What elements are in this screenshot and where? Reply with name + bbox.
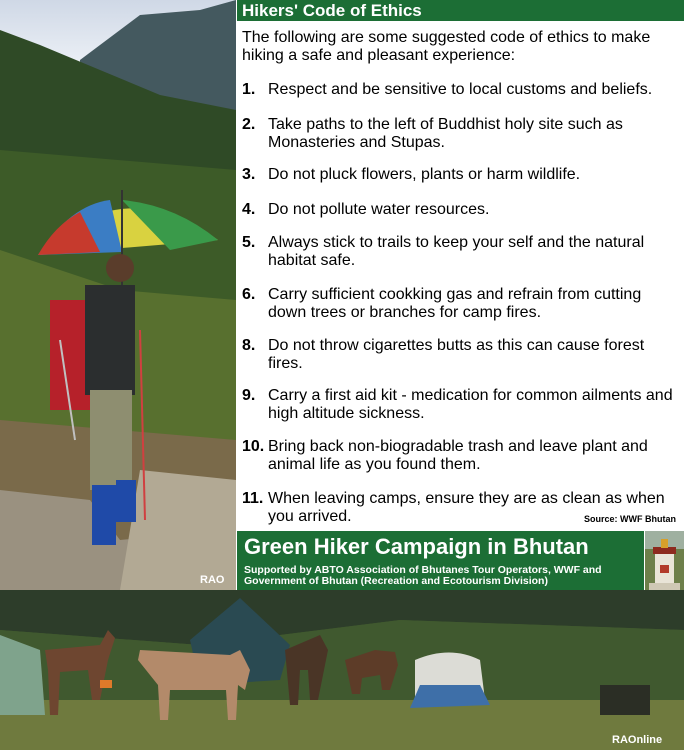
list-item — [242, 438, 682, 474]
hiker-photo — [0, 0, 236, 590]
intro-text: The following are some suggested code of ethics to make hiking a safe and pleasant experience: — [242, 29, 651, 64]
campaign-banner — [237, 531, 644, 590]
rule-text: Do not throw cigarettes butts as this can cause forest fires. — [268, 337, 645, 372]
rule-number: 9. — [242, 387, 256, 404]
rule-number: 8. — [242, 337, 256, 354]
rule-number: 3. — [242, 166, 256, 183]
rule-text: Do not pluck flowers, plants or harm wildlife. — [268, 166, 581, 183]
rule-number: 4. — [242, 201, 256, 218]
camp-photo — [0, 590, 684, 750]
page-title: Hikers' Code of Ethics — [242, 1, 422, 20]
list-item — [242, 234, 682, 270]
rule-text: Carry a first aid kit - medication for common ailments and high altitude sickness. — [268, 387, 673, 422]
source-note: Source: WWF Bhutan — [584, 514, 676, 524]
list-item — [242, 387, 682, 423]
rule-text: Carry sufficient cookking gas and refrain from cutting down trees or branches for camp fires. — [268, 286, 642, 321]
rule-text: Always stick to trails to keep your self and the natural habitat safe. — [268, 234, 645, 269]
photo-credit-raonline: RAOnline — [612, 734, 663, 746]
list-item — [242, 201, 682, 219]
stupa-thumbnail — [645, 531, 684, 590]
list-item — [242, 337, 682, 373]
campaign-title: Green Hiker Campaign in Bhutan — [244, 534, 589, 559]
rule-text: Bring back non-biogradable trash and leave plant and animal life as you found them. — [268, 438, 648, 473]
rule-number: 1. — [242, 81, 256, 98]
rule-text: Respect and be sensitive to local customs and beliefs. — [268, 81, 653, 98]
list-item — [242, 81, 682, 99]
photo-credit-rao: RAO — [200, 574, 225, 586]
rule-number: 2. — [242, 116, 256, 133]
rule-text: Do not pollute water resources. — [268, 201, 490, 218]
rule-text: Take paths to the left of Buddhist holy site such as Monasteries and Stupas. — [268, 116, 623, 151]
list-item — [242, 166, 682, 184]
list-item — [242, 116, 682, 152]
title-bar — [237, 0, 684, 21]
rule-text: When leaving camps, ensure they are as clean as when you arrived. — [268, 490, 665, 525]
list-item — [242, 286, 682, 322]
rule-number: 5. — [242, 234, 256, 251]
rule-number: 6. — [242, 286, 256, 303]
campaign-subtitle: Supported by ABTO Association of Bhutanes Tour Operators, WWF and Government of Bhutan (Recreation and Ecotourism Division) — [244, 564, 602, 587]
rule-number: 10. — [242, 438, 265, 455]
rule-number: 11. — [242, 490, 264, 507]
